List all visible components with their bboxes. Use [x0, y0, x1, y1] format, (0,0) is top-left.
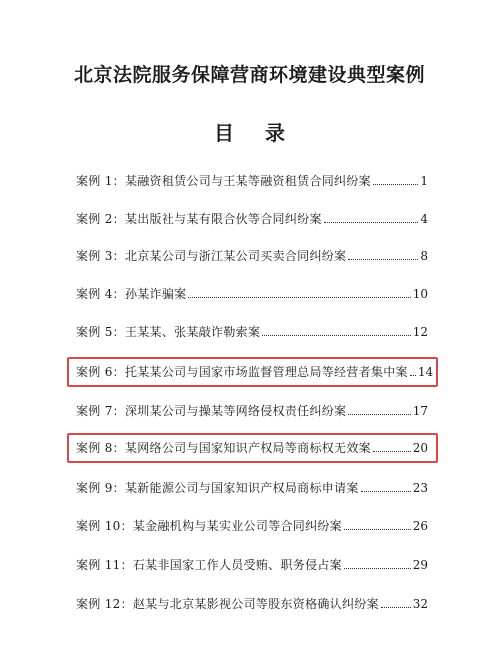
toc-entry-page: 8	[420, 249, 428, 263]
toc-entry-label: 案例 4：孙某诈骗案	[76, 287, 187, 301]
toc-entry-page: 20	[412, 441, 428, 455]
toc-entry-12[interactable]	[76, 594, 428, 614]
toc-entry-1[interactable]	[76, 171, 428, 191]
toc-entry-label: 案例 7：深圳某公司与操某等网络侵权责任纠纷案	[76, 404, 347, 418]
toc-entry-label: 案例 5：王某某、张某敲诈勒索案	[76, 325, 261, 339]
dot-leader	[324, 221, 419, 223]
dot-leader	[348, 413, 410, 415]
dot-leader	[373, 450, 411, 452]
toc-entry-9[interactable]	[76, 478, 428, 498]
dot-leader	[373, 183, 418, 185]
document-title: 北京法院服务保障营商环境建设典型案例	[73, 64, 425, 86]
toc-entry-11[interactable]	[76, 555, 428, 575]
toc-entry-page: 1	[420, 174, 428, 188]
toc-entry-label: 案例 9：某新能源公司与国家知识产权局商标申请案	[76, 481, 359, 495]
toc-entry-10[interactable]	[76, 516, 428, 536]
toc-entry-page: 4	[420, 212, 428, 226]
toc-entry-label: 案例 10：某金融机构与某实业公司等合同纠纷案	[76, 519, 342, 533]
toc-entry-label: 案例 1：某融资租赁公司与王某等融资租赁合同纠纷案	[76, 174, 371, 188]
toc-entry-4[interactable]	[76, 284, 428, 304]
toc-entry-page: 17	[412, 404, 428, 418]
toc-entry-page: 23	[412, 481, 428, 495]
toc-entry-page: 29	[412, 558, 428, 572]
toc-entry-8[interactable]	[76, 438, 428, 458]
dot-leader	[188, 296, 410, 298]
toc-entry-page: 12	[412, 325, 428, 339]
toc-entry-3[interactable]	[76, 246, 428, 266]
toc-entry-page: 26	[412, 519, 428, 533]
dot-leader	[361, 490, 411, 492]
toc-entry-label: 案例 3：北京某公司与浙江某公司买卖合同纠纷案	[76, 249, 347, 263]
toc-entry-label: 案例 8：某网络公司与国家知识产权局等商标权无效案	[76, 441, 371, 455]
toc-entry-label: 案例 12：赵某与北京某影视公司等股东资格确认纠纷案	[76, 597, 379, 611]
toc-entry-6[interactable]	[76, 362, 434, 382]
toc-entry-page: 10	[412, 287, 428, 301]
dot-leader	[344, 567, 411, 569]
dot-leader	[381, 606, 411, 608]
toc-entry-page: 14	[417, 365, 434, 379]
toc-entry-7[interactable]	[76, 401, 428, 421]
toc-entry-label: 案例 11：石某非国家工作人员受贿、职务侵占案	[76, 558, 342, 572]
toc-entry-5[interactable]	[76, 322, 428, 342]
toc-entry-label: 案例 2：某出版社与某有限合伙等合同纠纷案	[76, 212, 322, 226]
dot-leader	[348, 258, 418, 260]
toc-entry-2[interactable]	[76, 209, 428, 229]
dot-leader	[344, 528, 411, 530]
dot-leader	[262, 334, 410, 336]
dot-leader	[410, 374, 416, 376]
toc-entry-label: 案例 6：托某某公司与国家市场监督管理总局等经营者集中案	[76, 365, 408, 379]
toc-heading: 目 录	[214, 121, 297, 145]
toc-entry-page: 32	[412, 597, 428, 611]
